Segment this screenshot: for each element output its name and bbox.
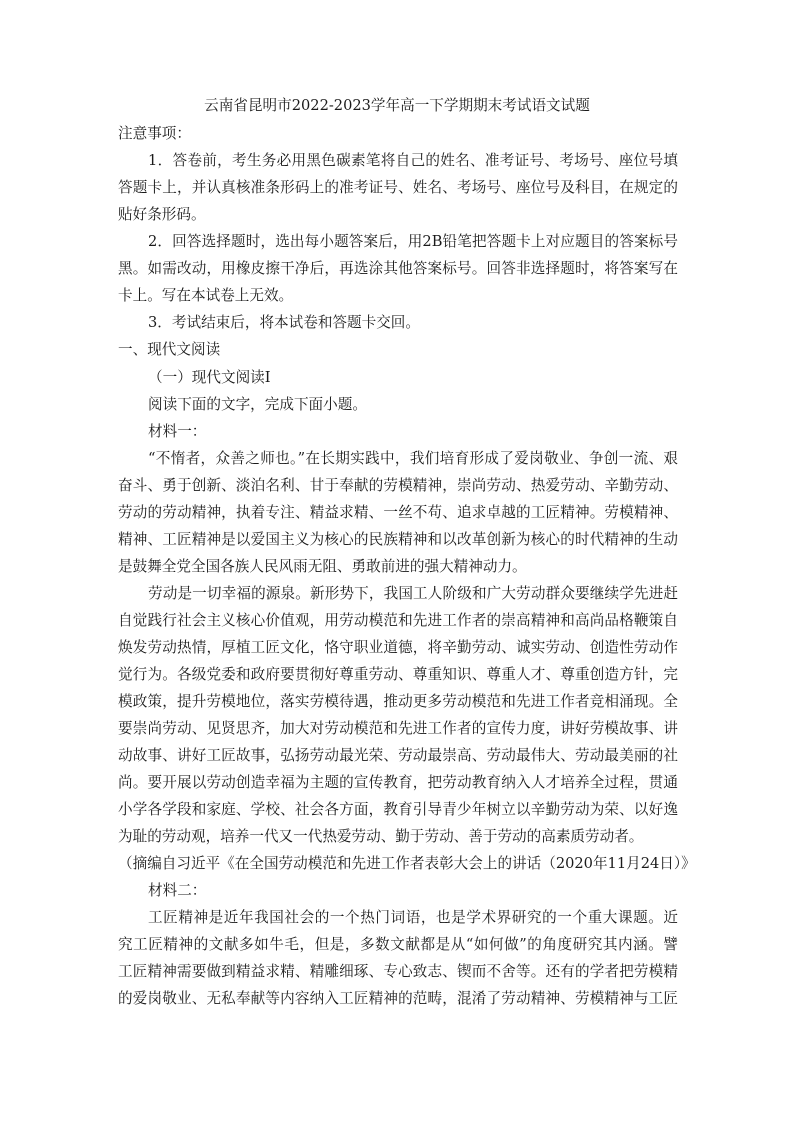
text-line: 工匠精神需要做到精益求精、精雕细琢、专心致志、锲而不舍等。还有的学者把劳模精 bbox=[118, 963, 678, 980]
text-line: 3．考试结束后，将本试卷和答题卡交回。 bbox=[148, 314, 420, 331]
text-line: 是鼓舞全党全国各族人民风雨无阻、勇敢前进的强大精神动力。 bbox=[118, 558, 527, 575]
text-line: （摘编自习近平《在全国劳动模范和先进工作者表彰大会上的讲话（2020年11月24日）》 bbox=[118, 855, 696, 872]
text-line: 精神、工匠精神是以爱国主义为核心的民族精神和以改革创新为核心的时代精神的生动 bbox=[118, 531, 678, 548]
text-line: 劳动的劳动精神，执着专注、精益求精、一丝不苟、追求卓越的工匠精神。劳模精神、 bbox=[118, 504, 678, 521]
text-line: 劳动是一切幸福的源泉。新形势下，我国工人阶级和广大劳动群众要继续学先进赶 bbox=[148, 585, 678, 602]
text-line: 模政策，提升劳模地位，落实劳模待遇，推动更多劳动模范和先进工作者竞相涌现。全 bbox=[118, 693, 678, 710]
text-line: 焕发劳动热情，厚植工匠文化，恪守职业道德，将辛勤劳动、诚实劳动、创造性劳动作 bbox=[118, 639, 678, 656]
text-line: 要崇尚劳动、见贤思齐，加大对劳动模范和先进工作者的宣传力度，讲好劳模故事、讲 bbox=[118, 720, 678, 737]
text-line: 1．答卷前，考生务必用黑色碳素笔将自己的姓名、准考证号、考场号、座位号填 bbox=[148, 152, 678, 169]
document-title: 云南省昆明市2022-2023学年高一下学期期末考试语文试题 bbox=[204, 97, 590, 114]
text-line: 自觉践行社会主义核心价值观，用劳动模范和先进工作者的崇高精神和高尚品格鞭策自 bbox=[118, 612, 678, 629]
text-line: 小学各学段和家庭、学校、社会各方面，教育引导青少年树立以辛勤劳动为荣、以好逸 bbox=[118, 801, 678, 818]
text-line: 工匠精神是近年我国社会的一个热门词语，也是学术界研究的一个重大课题。近 bbox=[148, 909, 678, 926]
text-line: 材料一： bbox=[148, 423, 207, 440]
text-line: 黑。如需改动，用橡皮擦干净后，再选涂其他答案标号。回答非选择题时，将答案写在 bbox=[118, 260, 678, 277]
text-line: 卡上。写在本试卷上无效。 bbox=[118, 287, 294, 304]
text-line: 尚。要开展以劳动创造幸福为主题的宣传教育，把劳动教育纳入人才培养全过程，贯通 bbox=[118, 774, 678, 791]
text-line: 答题卡上，并认真核准条形码上的准考证号、姓名、考场号、座位号及科目，在规定的 bbox=[118, 179, 678, 196]
text-line: 为耻的劳动观，培养一代又一代热爱劳动、勤于劳动、善于劳动的高素质劳动者。 bbox=[118, 828, 644, 845]
text-line: 贴好条形码。 bbox=[118, 206, 206, 223]
text-line: 的爱岗敬业、无私奉献等内容纳入工匠精神的范畴，混淆了劳动精神、劳模精神与工匠 bbox=[118, 990, 678, 1007]
text-line: 觉行为。各级党委和政府要贯彻好尊重劳动、尊重知识、尊重人才、尊重创造方针，完 bbox=[118, 666, 678, 683]
text-line: “不惰者，众善之师也。”在长期实践中，我们培育形成了爱岗敬业、争创一流、艰 bbox=[148, 450, 678, 467]
text-line: 一、现代文阅读 bbox=[118, 341, 221, 358]
text-line: 阅读下面的文字，完成下面小题。 bbox=[148, 396, 367, 413]
text-line: 动故事、讲好工匠故事，弘扬劳动最光荣、劳动最崇高、劳动最伟大、劳动最美丽的社 bbox=[118, 747, 678, 764]
text-line: 注意事项： bbox=[118, 125, 191, 142]
text-line: 2．回答选择题时，选出每小题答案后，用2B铅笔把答题卡上对应题目的答案标号 bbox=[148, 233, 678, 250]
text-line: 究工匠精神的文献多如牛毛，但是，多数文献都是从“如何做”的角度研究其内涵。譬 bbox=[118, 936, 678, 953]
text-line: 奋斗、勇于创新、淡泊名利、甘于奉献的劳模精神，崇尚劳动、热爱劳动、辛勤劳动、 bbox=[118, 477, 678, 494]
text-line: （一）现代文阅读Ⅰ bbox=[148, 369, 271, 386]
text-line: 材料二： bbox=[148, 882, 207, 899]
